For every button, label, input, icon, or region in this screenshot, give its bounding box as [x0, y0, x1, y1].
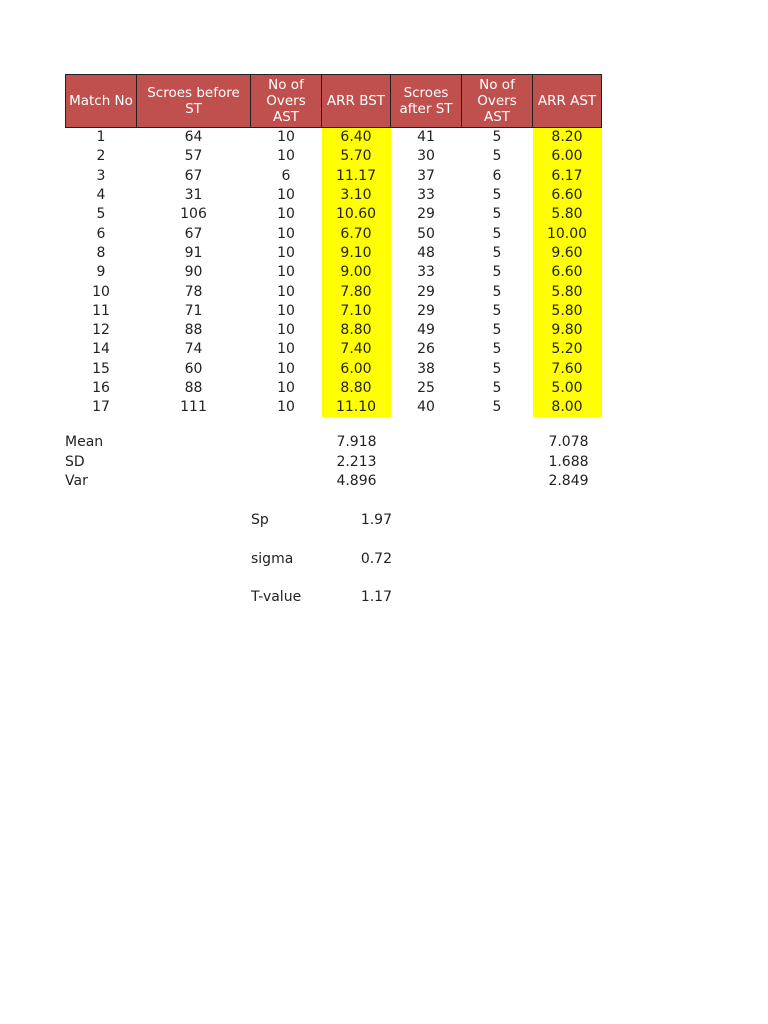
- cell-overs-after[interactable]: 5: [492, 129, 502, 146]
- cell-arr-ast[interactable]: 5.20: [533, 340, 602, 359]
- cell-overs-before[interactable]: 10: [277, 225, 295, 242]
- cell-score-before[interactable]: 74: [184, 341, 203, 358]
- cell-score-after[interactable]: 30: [417, 148, 435, 165]
- cell-arr-ast[interactable]: 5.80: [533, 302, 602, 321]
- cell-overs-before[interactable]: 10: [277, 341, 295, 358]
- cell-score-after[interactable]: 48: [417, 244, 435, 261]
- header-arr-bst[interactable]: ARR BST: [322, 75, 391, 128]
- result-label[interactable]: Sp: [251, 512, 269, 528]
- stat-label[interactable]: Mean: [65, 434, 104, 450]
- table-row: [66, 282, 602, 301]
- cell-overs-after[interactable]: 5: [492, 244, 502, 261]
- result-value[interactable]: 0.72: [360, 550, 392, 567]
- cell-arr-bst[interactable]: 8.80: [322, 379, 391, 398]
- cell-score-before[interactable]: 88: [184, 322, 203, 339]
- cell-arr-bst[interactable]: 7.80: [322, 282, 391, 301]
- cell-overs-after[interactable]: 5: [492, 380, 502, 396]
- cell-arr-bst[interactable]: 10.60: [322, 205, 391, 224]
- cell-arr-ast[interactable]: 8.20: [533, 128, 602, 148]
- cell-match-no[interactable]: 3: [96, 167, 106, 184]
- cell-match-no[interactable]: 8: [96, 244, 106, 261]
- cell-score-after[interactable]: 41: [417, 129, 435, 146]
- cell-score-before[interactable]: 57: [184, 148, 203, 165]
- cell-overs-after[interactable]: 5: [492, 148, 502, 165]
- cell-match-no[interactable]: 10: [92, 283, 110, 300]
- result-label[interactable]: sigma: [251, 550, 294, 567]
- cell-arr-ast[interactable]: 9.80: [533, 321, 602, 340]
- cell-overs-before[interactable]: 10: [277, 187, 295, 204]
- cell-match-no[interactable]: 5: [96, 206, 106, 223]
- cell-arr-ast[interactable]: 8.00: [533, 398, 602, 417]
- cell-overs-before[interactable]: 10: [277, 129, 295, 146]
- cell-arr-ast[interactable]: 6.60: [533, 186, 602, 205]
- cell-match-no[interactable]: 6: [96, 225, 106, 242]
- cell-match-no[interactable]: 16: [92, 380, 110, 396]
- cell-overs-after[interactable]: 5: [492, 322, 502, 339]
- table-row: [66, 398, 602, 417]
- cell-score-after[interactable]: 29: [417, 206, 435, 223]
- cell-arr-bst[interactable]: 7.10: [322, 302, 391, 321]
- cell-arr-ast[interactable]: 5.80: [533, 205, 602, 224]
- cell-arr-bst[interactable]: 3.10: [322, 186, 391, 205]
- cell-arr-bst[interactable]: 11.10: [322, 398, 391, 417]
- cell-score-before[interactable]: 111: [180, 399, 207, 416]
- cell-match-no[interactable]: 4: [96, 187, 106, 204]
- cell-overs-before[interactable]: 10: [277, 322, 295, 339]
- cell-score-after[interactable]: 50: [417, 225, 435, 242]
- cell-arr-bst[interactable]: 11.17: [322, 167, 391, 186]
- cell-score-before[interactable]: 71: [184, 302, 203, 319]
- cell-arr-bst[interactable]: 9.10: [322, 244, 391, 263]
- cell-arr-ast[interactable]: 5.80: [533, 282, 602, 301]
- stat-value-ast[interactable]: 7.078: [548, 434, 589, 450]
- cell-arr-bst[interactable]: 8.80: [322, 321, 391, 340]
- result-label[interactable]: T-value: [251, 589, 302, 605]
- cell-overs-before[interactable]: 10: [277, 399, 295, 416]
- table-row: [66, 340, 602, 359]
- cell-arr-ast[interactable]: 5.00: [533, 379, 602, 398]
- cell-score-before[interactable]: 106: [180, 206, 207, 223]
- stat-label[interactable]: SD: [65, 453, 85, 470]
- cell-score-before[interactable]: 78: [184, 283, 203, 300]
- table-row: [66, 128, 602, 148]
- cell-arr-ast[interactable]: 7.60: [533, 360, 602, 379]
- table-row: [66, 147, 602, 166]
- header-arr-ast[interactable]: ARR AST: [533, 75, 602, 128]
- cell-arr-bst[interactable]: 7.40: [322, 340, 391, 359]
- cell-score-before[interactable]: 91: [184, 244, 203, 261]
- cell-score-after[interactable]: 26: [417, 341, 435, 358]
- cell-arr-bst[interactable]: 5.70: [322, 147, 391, 166]
- header-scores-before[interactable]: Scroes before ST: [137, 75, 251, 128]
- cell-score-before[interactable]: 67: [184, 167, 203, 184]
- cell-overs-before[interactable]: 10: [277, 360, 295, 377]
- match-data-table: [65, 74, 602, 417]
- cell-overs-before[interactable]: 10: [277, 283, 295, 300]
- cell-overs-before[interactable]: 10: [277, 302, 295, 319]
- stat-value-ast[interactable]: 1.688: [548, 453, 589, 470]
- table-row: [66, 205, 602, 224]
- cell-score-before[interactable]: 67: [184, 225, 203, 242]
- cell-overs-after[interactable]: 5: [492, 283, 502, 300]
- cell-overs-before[interactable]: 10: [277, 148, 295, 165]
- cell-overs-after[interactable]: 5: [492, 360, 502, 377]
- cell-overs-after[interactable]: 5: [492, 302, 502, 319]
- cell-match-no[interactable]: 12: [92, 322, 110, 339]
- header-match-no[interactable]: Match No: [66, 75, 137, 128]
- stat-value-bst[interactable]: 7.918: [336, 434, 377, 450]
- table-row: [66, 167, 602, 186]
- cell-score-after[interactable]: 38: [417, 360, 435, 377]
- cell-score-after[interactable]: 49: [417, 322, 435, 339]
- cell-overs-after[interactable]: 6: [492, 167, 502, 184]
- cell-arr-bst[interactable]: 6.70: [322, 224, 391, 243]
- cell-score-after[interactable]: 25: [417, 380, 435, 396]
- cell-match-no[interactable]: 2: [96, 148, 106, 165]
- cell-overs-after[interactable]: 5: [492, 341, 502, 358]
- cell-overs-after[interactable]: 5: [492, 264, 502, 281]
- cell-score-after[interactable]: 33: [417, 187, 435, 204]
- result-value[interactable]: 1.17: [360, 589, 392, 605]
- cell-arr-bst[interactable]: 6.00: [322, 360, 391, 379]
- table-row: [66, 224, 602, 243]
- cell-arr-ast[interactable]: 9.60: [533, 244, 602, 263]
- cell-overs-before[interactable]: 10: [277, 206, 295, 223]
- cell-arr-ast[interactable]: 6.17: [533, 167, 602, 186]
- header-overs-after[interactable]: No of Overs AST: [462, 75, 533, 128]
- cell-score-after[interactable]: 29: [417, 302, 435, 319]
- table-row: [66, 379, 602, 398]
- cell-score-after[interactable]: 37: [417, 167, 435, 184]
- cell-arr-ast[interactable]: 6.00: [533, 147, 602, 166]
- cell-match-no[interactable]: 15: [92, 360, 110, 377]
- cell-match-no[interactable]: 9: [96, 264, 106, 281]
- cell-score-after[interactable]: 33: [417, 264, 435, 281]
- stat-label[interactable]: Var: [65, 473, 88, 489]
- result-value[interactable]: 1.97: [360, 512, 392, 528]
- cell-overs-after[interactable]: 5: [492, 225, 502, 242]
- cell-score-before[interactable]: 60: [184, 360, 203, 377]
- cell-arr-bst[interactable]: 9.00: [322, 263, 391, 282]
- cell-match-no[interactable]: 17: [92, 399, 110, 416]
- cell-match-no[interactable]: 1: [96, 129, 106, 146]
- header-scores-after[interactable]: Scroes after ST: [391, 75, 462, 128]
- cell-score-before[interactable]: 90: [184, 264, 203, 281]
- table-row: [66, 360, 602, 379]
- cell-match-no[interactable]: 14: [92, 341, 110, 358]
- stat-value-ast[interactable]: 2.849: [548, 473, 589, 489]
- table-row: [66, 321, 602, 340]
- cell-overs-before[interactable]: 10: [277, 380, 295, 396]
- table-row: [66, 244, 602, 263]
- table-header-row: [66, 75, 602, 128]
- cell-arr-ast[interactable]: 6.60: [533, 263, 602, 282]
- cell-score-before[interactable]: 64: [184, 129, 203, 146]
- cell-overs-before[interactable]: 10: [277, 264, 295, 281]
- table-row: [66, 302, 602, 321]
- cell-overs-before[interactable]: 10: [277, 244, 295, 261]
- table-row: [66, 263, 602, 282]
- stat-value-bst[interactable]: 2.213: [336, 453, 377, 470]
- cell-arr-ast[interactable]: 10.00: [533, 224, 602, 243]
- stat-value-bst[interactable]: 4.896: [336, 473, 377, 489]
- cell-score-after[interactable]: 40: [417, 399, 435, 416]
- cell-score-after[interactable]: 29: [417, 283, 435, 300]
- table-row: [66, 186, 602, 205]
- cell-overs-after[interactable]: 5: [492, 399, 502, 416]
- cell-match-no[interactable]: 11: [92, 302, 110, 319]
- cell-overs-after[interactable]: 5: [492, 206, 502, 223]
- cell-arr-bst[interactable]: 6.40: [322, 128, 391, 148]
- cell-score-before[interactable]: 88: [184, 380, 203, 396]
- cell-overs-after[interactable]: 5: [492, 187, 502, 204]
- header-overs-before[interactable]: No of Overs AST: [251, 75, 322, 128]
- cell-overs-before[interactable]: 6: [281, 167, 291, 184]
- cell-score-before[interactable]: 31: [184, 187, 203, 204]
